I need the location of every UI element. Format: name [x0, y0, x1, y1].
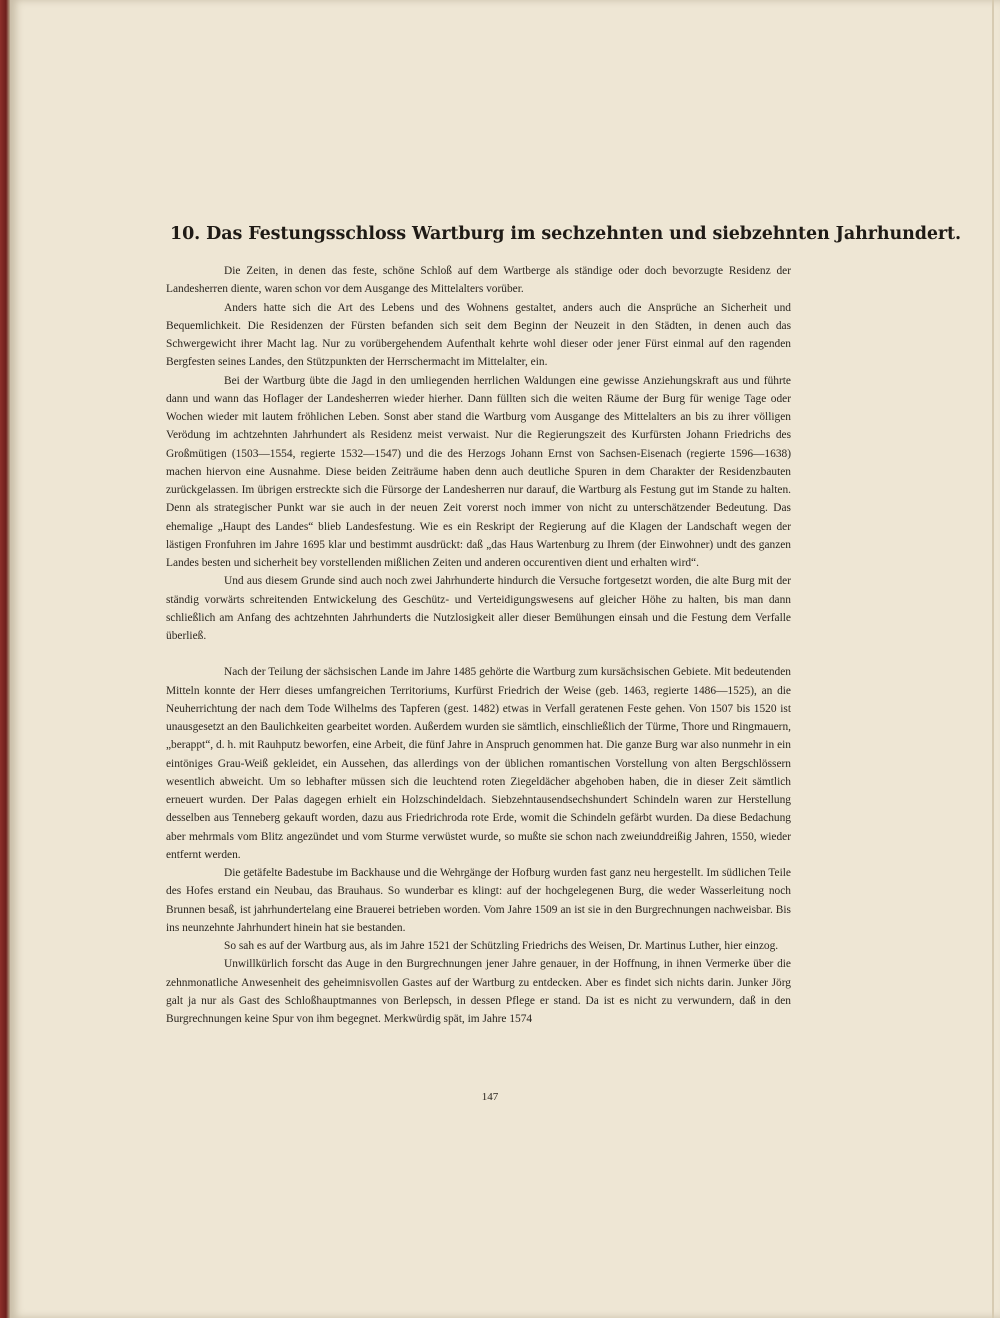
paragraph-3: Bei der Wartburg übte die Jagd in den umliegenden herrlichen Waldungen eine gewisse Anziehungskraft aus und führte dann und wann das Hoflager der Landesherren wieder hierher. Dann füllten sich die weiten Räume der Burg für wenige Tage oder Wochen wieder mit lautem fröhlichen Leben. Sonst aber stand die Wartburg vom Ausgange des Mittelalters an bis zu ihrer völligen Verödung im achtzehnten Jahrhundert als Residenz meist verwaist. Nur die Regierungszeit des Kurfürsten Johann Friedrichs des Großmütigen (1503—1554, regierte 1532—1547) und die des Herzogs Johann Ernst von Sachsen-Eisenach (regierte 1596—1638) machen hiervon eine Ausnahme. Diese beiden Zeiträume haben denn auch deutliche Spuren in dem Charakter der Residenzbauten zurückgelassen. Im übrigen erstreckte sich die Fürsorge der Landesherren nur darauf, die Wartburg als Festung gut im Stande zu halten. Denn als strategischer Punkt war sie auch in der neuen Zeit vorerst noch immer von nicht zu unterschätzender Bedeutung. Das ehemalige „Haupt des Landes“ blieb Landesfestung. Wie es ein Reskript der Regierung auf die Klagen der Landschaft wegen der lästigen Fronfuhren im Jahre 1695 klar und bestimmt ausdrückt: daß „das Haus Wartenburg zu Ihrem (der Einwohner) undt des ganzen Landes besten und sicherheit bey vorstellenden mißlichen Zeiten und anderen occurentiven dient und erhalten wird“. [166, 374, 791, 569]
paragraph-1: Die Zeiten, in denen das feste, schöne Schloß auf dem Wartberge als ständige oder doch bevorzugte Residenz der Landesherren diente, waren schon vor dem Ausgange des Mittelalters vorüber. [166, 265, 791, 296]
paragraph-4: Und aus diesem Grunde sind auch noch zwei Jahrhunderte hindurch die Versuche fortgesetzt worden, die alte Burg mit der ständig vorwärts schreitenden Entwickelung des Geschütz- und Verteidigungswesens auf gleicher Höhe zu halten, bis man dann schließlich am Anfang des achtzehnten Jahrhunderts die Nutzlosigkeit aller dieser Bemühungen einsah und die Festung dem Verfalle überließ. [166, 575, 791, 642]
paragraph-7: So sah es auf der Wartburg aus, als im Jahre 1521 der Schützling Friedrichs des Weisen, Dr. Martinus Luther, hier einzog. [224, 940, 779, 952]
book-binding-edge [0, 0, 10, 1318]
paragraph-2: Anders hatte sich die Art des Lebens und des Wohnens gestaltet, anders auch die Ansprüche an Sicherheit und Bequemlichkeit. Die Residenzen der Fürsten befanden sich seit dem Beginn der Neuzeit in den Städten, in denen auch das Schwergewicht ihrer Macht lag. Nur zu vorübergehendem Aufenthalt kehrte wohl dieser oder jener Fürst einmal auf den ragenden Bergfesten seines Landes, den Stützpunkten der Herrschermacht im Mittelalter, ein. [166, 301, 791, 369]
paragraph-6: Die getäfelte Badestube im Backhause und die Wehrgänge der Hofburg wurden fast ganz neu hergestellt. Im südlichen Teile des Hofes erstand ein Neubau, das Brauhaus. So wunderbar es klingt: auf der hochgelegenen Burg, die weder Wasserleitung noch Brunnen besaß, ist jahrhundertelang eine Brauerei betrieben worden. Vom Jahre 1509 an ist sie in den Burgrechnungen nachweisbar. Bis ins neunzehnte Jahrhundert hinein hat sie bestanden. [166, 867, 791, 934]
body-text [166, 262, 791, 1028]
chapter-heading: 10. Das Festungsschloss Wartburg im sechzehnten und siebzehnten Jahrhundert. [170, 224, 961, 244]
page-edge-shadow [992, 0, 994, 1318]
paragraph-5: Nach der Teilung der sächsischen Lande im Jahre 1485 gehörte die Wartburg zum kursächsischen Gebiete. Mit bedeutenden Mitteln konnte der Herr dieses umfangreichen Territoriums, Kurfürst Friedrich der Weise (geb. 1463, regierte 1486—1525), an die Neuherrichtung der nach dem Tode Wilhelms des Tapferen (gest. 1482) etwas in Verfall geratenen Feste gehen. Von 1507 bis 1520 ist unausgesetzt an den Baulichkeiten gearbeitet worden. Außerdem wurden sie sämtlich, einschließlich der Türme, Thore und Ringmauern, „berappt“, d. h. mit Rauhputz beworfen, eine Arbeit, die fünf Jahre in Anspruch genommen hat. Die ganze Burg war also nunmehr in ein eintöniges Grau-Weiß gekleidet, ein Aussehen, das allerdings von der üblichen romantischen Vorstellung von alten Bergschlössern wesentlich abweicht. Um so lebhafter müssen sich die leuchtend roten Ziegeldächer abgehoben haben, die in dieser Zeit sämtlich erneuert wurden. Der Palas dagegen erhielt ein Holzschindeldach. Siebzehntausendsechshundert Schindeln waren zur Herstellung desselben aus Tenneberg gekauft worden, dazu aus Friedrichroda rote Erde, womit die Schindeln gefärbt wurden. Da diese Bedachung aber mehrmals vom Blitz angezündet und vom Sturme verwüstet wurde, so mußte sie schon nach zweiunddreißig Jahren, 1550, wieder entfernt werden. [166, 666, 791, 861]
paragraph-8: Unwillkürlich forscht das Auge in den Burgrechnungen jener Jahre genauer, in der Hoffnung, in ihnen Vermerke über die zehnmonatliche Anwesenheit des geheimnisvollen Gastes auf der Wartburg zu entdecken. Aber es findet sich nichts darin. Junker Jörg galt ja nur als Gast des Schloßhauptmannes von Berlepsch, in dessen Pflege er stand. Da ist es nicht zu verwundern, daß in den Burgrechnungen keine Spur von ihm begegnet. Merkwürdig spät, im Jahre 1574 [166, 958, 791, 1025]
page-number: 147 [481, 1091, 499, 1103]
